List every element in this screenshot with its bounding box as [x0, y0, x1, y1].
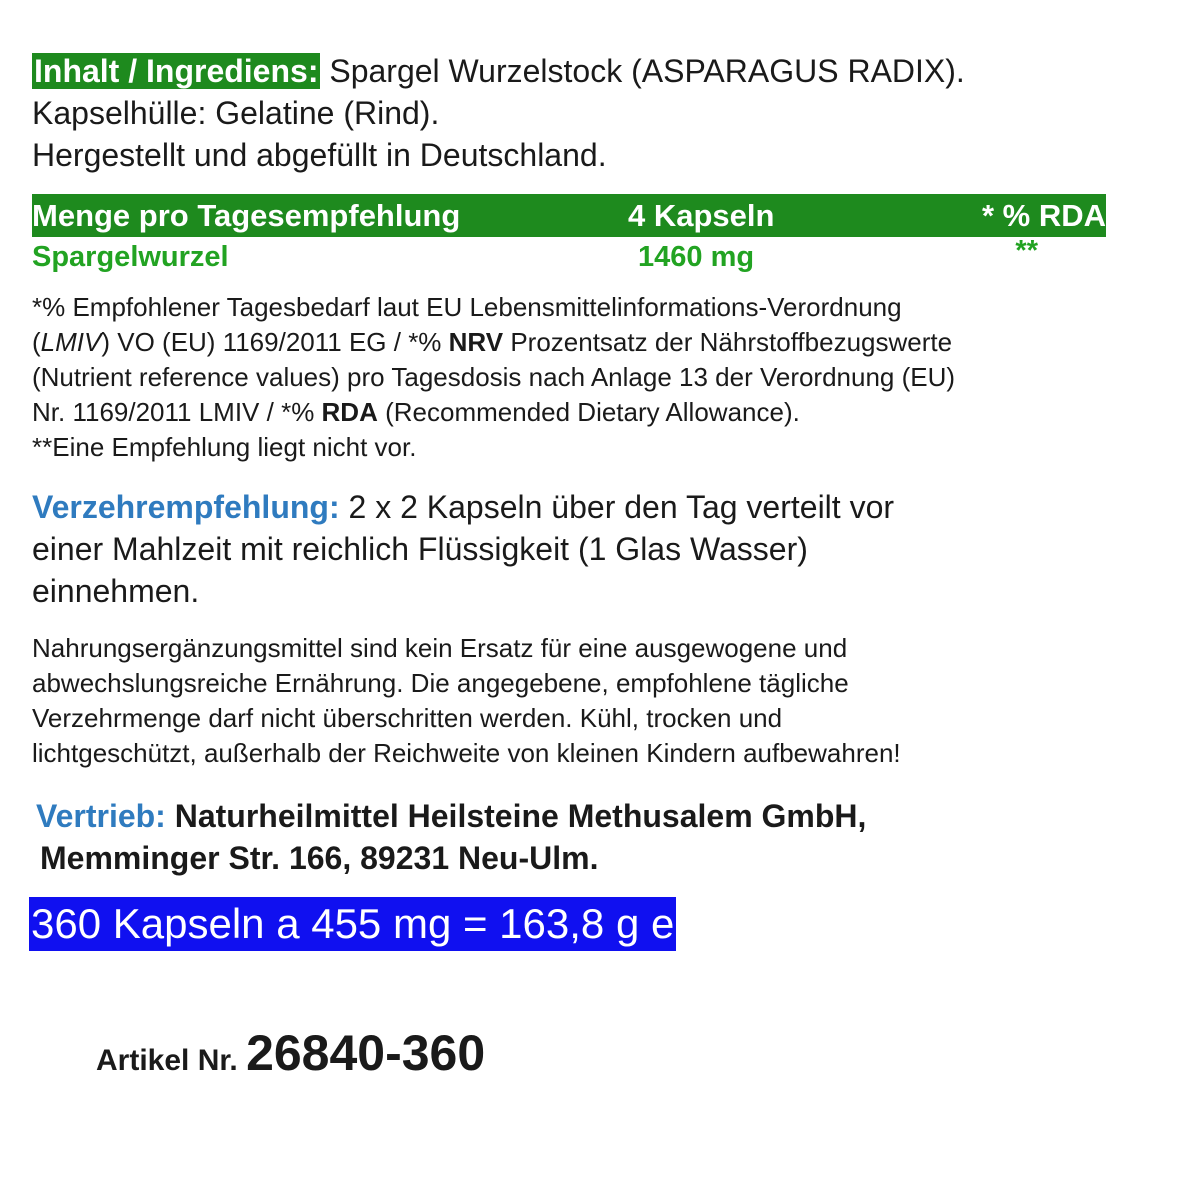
table-row	[32, 237, 1106, 277]
dosage-text: 2 x 2 Kapseln über den Tag verteilt vor	[339, 489, 895, 525]
distributor-label: Vertrieb:	[36, 798, 166, 834]
nutrition-table	[32, 194, 1106, 277]
capsule-count-banner: 360 Kapseln a 455 mg = 163,8 g e	[29, 897, 676, 951]
footnote-line: (Nutrient reference values) pro Tagesdosis nach Anlage 13 der Verordnung (EU)	[32, 362, 956, 392]
footnote-text: (Recommended Dietary Allowance).	[377, 397, 800, 427]
ingredients-section	[32, 50, 965, 176]
dosage-line-1	[32, 486, 1152, 528]
header-capsules: 4 Kapseln	[628, 198, 775, 233]
row-amount: 1460 mg	[638, 241, 755, 273]
ingredients-label: Inhalt / Ingrediens:	[34, 53, 319, 89]
footnote-line	[32, 325, 1152, 360]
ingredients-text: Spargel Wurzelstock (ASPARAGUS RADIX).	[320, 53, 965, 89]
footnotes-section	[32, 290, 1152, 465]
footnote-text: Prozentsatz der Nährstoffbezugswerte	[503, 327, 953, 357]
distributor-name: Naturheilmittel Heilsteine Methusalem GmbH,	[165, 798, 867, 834]
disclaimer-line: lichtgeschützt, außerhalb der Reichweite von kleinen Kindern aufbewahren!	[32, 738, 901, 768]
footnote-text: (	[32, 327, 41, 357]
distributor-section	[36, 795, 1156, 879]
disclaimer-section	[32, 631, 1152, 771]
footnote-text: Nr. 1169/2011 LMIV / *%	[32, 397, 322, 427]
footnote-lmiv: LMIV	[40, 327, 102, 357]
dosage-line-2: einer Mahlzeit mit reichlich Flüssigkeit (1 Glas Wasser)	[32, 531, 808, 567]
ingredients-line-1	[32, 50, 965, 92]
header-amount: Menge pro Tagesempfehlung	[32, 198, 461, 233]
distributor-address: Memminger Str. 166, 89231 Neu-Ulm.	[40, 840, 599, 876]
footnote-line: *% Empfohlener Tagesbedarf laut EU Lebensmittelinformations-Verordnung	[32, 292, 902, 322]
distributor-line-1	[36, 795, 1156, 837]
row-rda: **	[1015, 235, 1038, 267]
dosage-section	[32, 486, 1152, 612]
dosage-label: Verzehrempfehlung:	[32, 489, 340, 525]
disclaimer-line: abwechslungsreiche Ernährung. Die angegebene, empfohlene tägliche	[32, 668, 849, 698]
footnote-rda: RDA	[321, 397, 378, 427]
footnote-nrv: NRV	[448, 327, 504, 357]
dosage-line-3: einnehmen.	[32, 573, 200, 609]
footnote-text: ) VO (EU) 1169/2011 EG / *%	[101, 327, 449, 357]
disclaimer-line: Nahrungsergänzungsmittel sind kein Ersatz für eine ausgewogene und	[32, 633, 848, 663]
capsule-shell-line: Kapselhülle: Gelatine (Rind).	[32, 95, 440, 131]
article-value: 26840-360	[246, 1025, 486, 1081]
footnote-line: **Eine Empfehlung liegt nicht vor.	[32, 432, 417, 462]
header-rda: * % RDA	[981, 198, 1106, 233]
article-label: Artikel Nr.	[96, 1044, 247, 1077]
disclaimer-line: Verzehrmenge darf nicht überschritten werden. Kühl, trocken und	[32, 703, 783, 733]
row-ingredient: Spargelwurzel	[32, 241, 229, 273]
manufactured-line: Hergestellt und abgefüllt in Deutschland.	[32, 137, 607, 173]
footnote-line	[32, 395, 1152, 430]
table-header	[32, 194, 1106, 237]
article-number	[96, 1024, 485, 1082]
